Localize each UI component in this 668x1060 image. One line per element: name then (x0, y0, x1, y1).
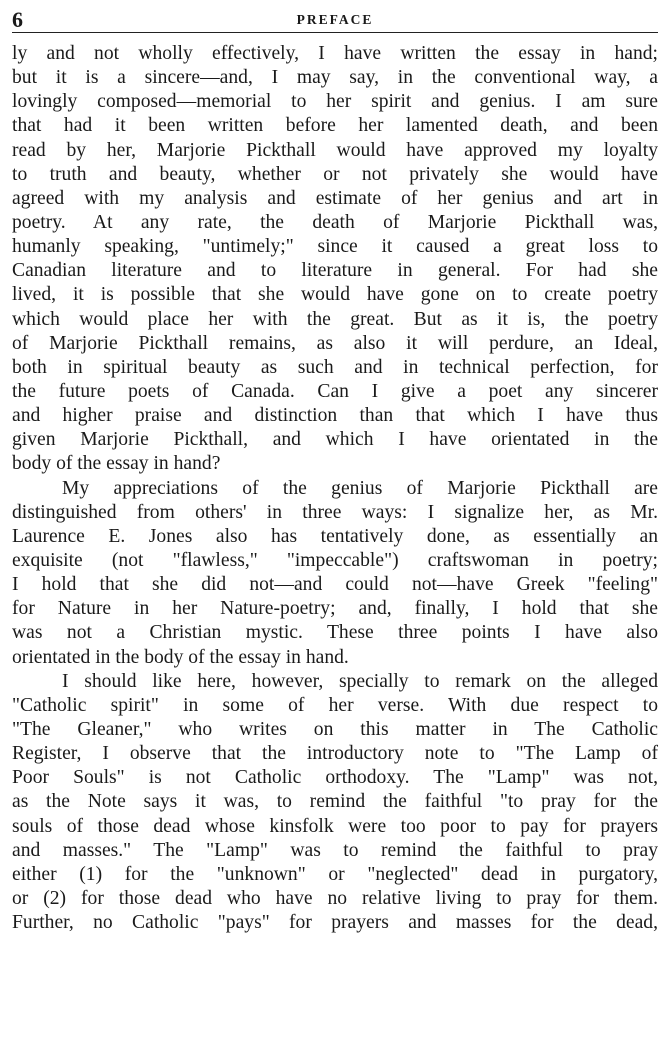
text-line: "Catholic spirit" in some of her verse. With due respect to (12, 694, 658, 716)
text-line: My appreciations of the genius of Marjorie Pickthall are (62, 477, 658, 499)
text-line: humanly speaking, "untimely;" since it caused a great loss to (12, 236, 658, 258)
text-line: Further, no Catholic "pays" for prayers and masses for the dead, (12, 912, 658, 934)
text-line: either (1) for the "unknown" or "neglected" dead in purgatory, (12, 863, 658, 885)
text-line: Laurence E. Jones also has tentatively done, as essentially an (12, 525, 658, 547)
text-line: as the Note says it was, to remind the faithful "to pray for the (12, 791, 658, 813)
text-line: that had it been written before her lamented death, and been (12, 115, 658, 137)
text-line: Poor Souls" is not Catholic orthodoxy. The "Lamp" was not, (12, 767, 658, 789)
text-line: exquisite (not "flawless," "impeccable") craftswoman in poetry; (12, 549, 658, 571)
text-line: lived, it is possible that she would have gone on to create poetry (12, 284, 658, 306)
text-line: which would place her with the great. But as it is, the poetry (12, 308, 658, 330)
text-line: read by her, Marjorie Pickthall would have approved my loyalty (12, 139, 658, 161)
page-number: 6 (12, 7, 23, 32)
text-line: and masses." The "Lamp" was to remind the faithful to pray (12, 839, 658, 861)
text-line: souls of those dead whose kinsfolk were too poor to pay for prayers (12, 815, 658, 837)
text-line: to truth and beauty, whether or not privately she would have (12, 163, 658, 185)
text-line: ly and not wholly effectively, I have written the essay in hand; (12, 43, 658, 64)
text-line: or (2) for those dead who have no relative living to pray for them. (12, 887, 658, 909)
text-line: and higher praise and distinction than that which I have thus (12, 405, 658, 427)
running-head: PREFACE (296, 12, 374, 27)
text-line: poetry. At any rate, the death of Marjorie Pickthall was, (12, 211, 658, 233)
text-line: given Marjorie Pickthall, and which I have orientated in the (12, 429, 658, 451)
text-line: the future poets of Canada. Can I give a poet any sincerer (12, 380, 658, 402)
text-line: of Marjorie Pickthall remains, as also it will perdure, an Ideal, (12, 332, 658, 354)
text-line: agreed with my analysis and estimate of her genius and art in (12, 187, 658, 209)
text-line: "The Gleaner," who writes on this matter in The Catholic (12, 718, 658, 740)
header-rule (12, 32, 658, 33)
body-text (12, 42, 658, 935)
text-line: was not a Christian mystic. These three points I have also (12, 622, 658, 644)
text-line: both in spiritual beauty as such and in technical perfection, for (12, 356, 658, 378)
text-line: lovingly composed—memorial to her spirit and genius. I am sure (12, 91, 658, 113)
text-line: I hold that she did not—and could not—have Greek "feeling" (12, 574, 658, 596)
text-line: Register, I observe that the introductory note to "The Lamp of (12, 743, 658, 765)
text-line: I should like here, however, specially to remark on the alleged (62, 670, 658, 692)
text-line: but it is a sincere—and, I may say, in the conventional way, a (12, 67, 658, 89)
book-page (12, 8, 658, 1054)
text-line: for Nature in her Nature-poetry; and, finally, I hold that she (12, 598, 658, 620)
text-line: Canadian literature and to literature in general. For had she (12, 260, 658, 282)
text-line: orientated in the body of the essay in hand. (12, 646, 349, 668)
text-line: distinguished from others' in three ways: I signalize her, as Mr. (12, 501, 658, 523)
page-header (12, 8, 658, 34)
text-line: body of the essay in hand? (12, 453, 221, 475)
